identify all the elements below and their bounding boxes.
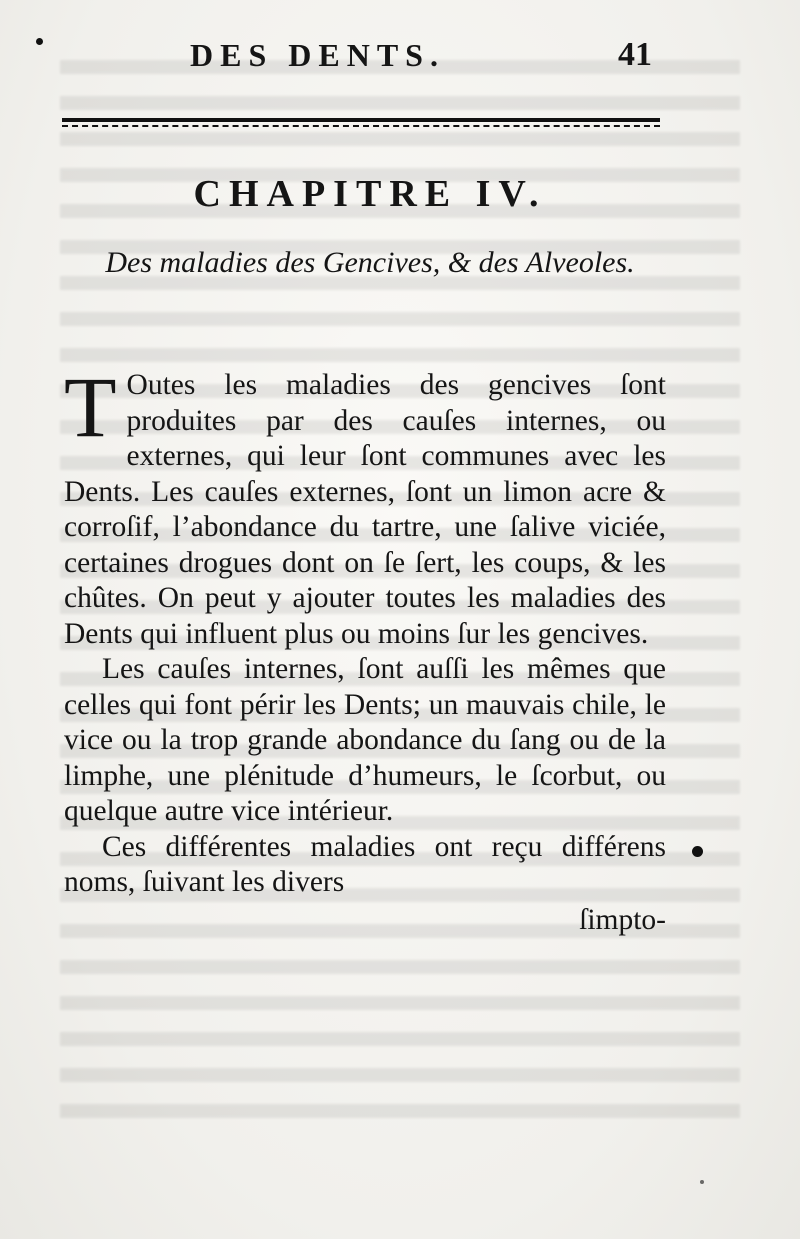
page-number: 41 bbox=[618, 36, 652, 73]
paragraph-3: Ces différentes maladies ont reçu différens noms, ſuivant les divers bbox=[64, 830, 666, 898]
ink-spot bbox=[36, 38, 43, 45]
paragraph-1-text: Outes les maladies des gencives ſont produites par des cauſes internes, ou externes, qui leur ſont communes avec les Dents. Les cauſes externes, ſont un limon acre & corroſif, l’abondance du tartre, une ſalive viciée, certaines drogues dont on ſe ſert, les coups, & les chûtes. On peut y ajouter toutes les maladies des Dents qui influent plus ou moins ſur les gencives. bbox=[64, 369, 666, 650]
ink-spot bbox=[700, 1180, 704, 1184]
paragraph-1 bbox=[64, 359, 666, 652]
header-rule bbox=[62, 118, 660, 127]
running-title: DES DENTS. bbox=[190, 37, 445, 73]
paragraph-2: Les cauſes internes, ſont auſſi les mêmes que celles qui font périr les Dents; un mauvais chile, le vice ou la trop grande abondance du ſang ou de la limphe, une plénitude d’humeurs, le ſcorbut, ou quelque autre vice intérieur. bbox=[64, 653, 666, 827]
chapter-subtitle: Des maladies des Gencives, & des Alveoles. bbox=[105, 246, 635, 279]
ink-spot bbox=[692, 846, 703, 857]
catchword: ſimpto- bbox=[579, 903, 666, 936]
chapter-title: CHAPITRE IV. bbox=[193, 173, 547, 215]
body-text bbox=[64, 359, 666, 938]
drop-cap: T bbox=[64, 359, 117, 455]
